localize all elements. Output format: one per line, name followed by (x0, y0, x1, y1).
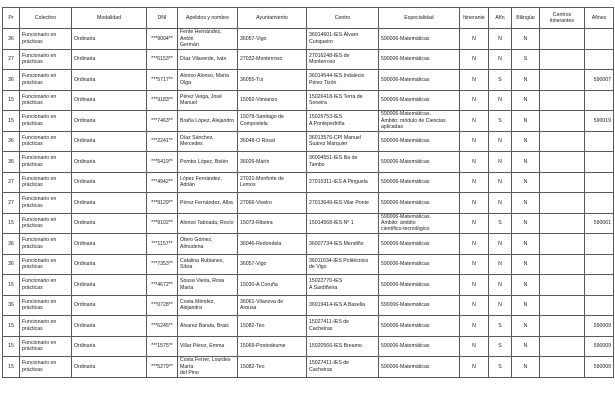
cell-apelidos-nombre: Villar Pérez, Emma (178, 336, 238, 357)
table-row (3, 131, 614, 152)
cell-dni: ***5419** (147, 152, 178, 173)
cell-centro: 36014544-IES Indalecio Pérez Tizón (307, 70, 379, 91)
cell-itinerante: N (460, 316, 489, 337)
cell-pr: 15 (3, 316, 20, 337)
cell-centro: 36019414-IES A Basella (307, 295, 379, 316)
cell-especialidad: 590006-Matemáticas (379, 295, 460, 316)
cell-pr: 15 (3, 90, 20, 111)
cell-modalidad: Ordinaria (72, 193, 147, 214)
cell-itinerante: N (460, 49, 489, 70)
header-especialidad: Especialidad (379, 8, 460, 29)
cell-itinerante: N (460, 213, 489, 234)
cell-dni: ***1575** (147, 336, 178, 357)
cell-pr: 36 (3, 70, 20, 91)
cell-centro: 27015311-IES A Pinguela (307, 172, 379, 193)
cell-centros-itinerantes (540, 316, 585, 337)
cell-itinerante: N (460, 275, 489, 296)
cell-centro: 15020566-IES Breamo (307, 336, 379, 357)
cell-ayuntamiento: 36026-Marín (238, 152, 307, 173)
cell-afines: 590009 (585, 316, 614, 337)
cell-afin: N (489, 234, 512, 255)
cell-itinerante: N (460, 90, 489, 111)
cell-ayuntamiento: 15092-Vimianzo (238, 90, 307, 111)
cell-centros-itinerantes (540, 49, 585, 70)
table-row (3, 336, 614, 357)
cell-bilingue: N (512, 357, 540, 378)
cell-colectivo: Funcionario en prácticas (20, 131, 72, 152)
cell-colectivo: Funcionario en prácticas (20, 111, 72, 132)
cell-afin: S (489, 316, 512, 337)
cell-itinerante: N (460, 70, 489, 91)
cell-pr: 15 (3, 213, 20, 234)
cell-centros-itinerantes (540, 152, 585, 173)
cell-modalidad: Ordinaria (72, 172, 147, 193)
cell-centro: 15026753-IES A Pontepedriña (307, 111, 379, 132)
cell-dni: ***5717** (147, 70, 178, 91)
table-row (3, 254, 614, 275)
cell-centro: 27016248-IES de Monterroso (307, 49, 379, 70)
cell-apelidos-nombre: Catalina Rubianes, Silvia (178, 254, 238, 275)
cell-centros-itinerantes (540, 295, 585, 316)
cell-colectivo: Funcionario en prácticas (20, 336, 72, 357)
cell-modalidad: Ordinaria (72, 49, 147, 70)
cell-especialidad: 590006-Matemáticas (379, 316, 460, 337)
table-row (3, 234, 614, 255)
cell-especialidad: 590006-Matemáticas (379, 193, 460, 214)
cell-centro: 15027411-IES de Cacheiras (307, 357, 379, 378)
cell-afines (585, 131, 614, 152)
header-colectivo: Colectivo (20, 8, 72, 29)
cell-pr: 27 (3, 49, 20, 70)
table-body (3, 29, 614, 378)
cell-centro: 36013576-CPI Manuel Suárez Marquier (307, 131, 379, 152)
cell-apelidos-nombre: Otero Gómez, Almudena (178, 234, 238, 255)
cell-dni: ***4672** (147, 275, 178, 296)
cell-colectivo: Funcionario en prácticas (20, 275, 72, 296)
header-row (3, 8, 614, 29)
cell-apelidos-nombre: Díaz Vilaverde, Iván (178, 49, 238, 70)
cell-afines (585, 193, 614, 214)
cell-bilingue: N (512, 275, 540, 296)
cell-afin: S (489, 213, 512, 234)
cell-dni: ***2241** (147, 131, 178, 152)
table-row (3, 70, 614, 91)
cell-ayuntamiento: 36048-O Rosal (238, 131, 307, 152)
header-modalidad: Modalidad (72, 8, 147, 29)
cell-itinerante: N (460, 172, 489, 193)
cell-especialidad: 590006-Matemáticas (379, 131, 460, 152)
cell-especialidad: 590006-Matemáticas (379, 70, 460, 91)
cell-afin: S (489, 336, 512, 357)
cell-colectivo: Funcionario en prácticas (20, 90, 72, 111)
cell-centros-itinerantes (540, 29, 585, 50)
cell-afin: S (489, 111, 512, 132)
header-dni: DNI (147, 8, 178, 29)
cell-afin: S (489, 70, 512, 91)
cell-modalidad: Ordinaria (72, 152, 147, 173)
cell-modalidad: Ordinaria (72, 213, 147, 234)
cell-especialidad: 590006-Matemáticas (379, 90, 460, 111)
cell-itinerante: N (460, 29, 489, 50)
cell-bilingue: N (512, 152, 540, 173)
cell-especialidad: 590006-Matemáticas (379, 172, 460, 193)
cell-ayuntamiento: 15030-A Coruña (238, 275, 307, 296)
cell-colectivo: Funcionario en prácticas (20, 295, 72, 316)
cell-centro: 36007734-IES Mendiño (307, 234, 379, 255)
header-bilingue: Bilingüe (512, 8, 540, 29)
cell-dni: ***7353** (147, 254, 178, 275)
cell-dni: ***4942** (147, 172, 178, 193)
table-row (3, 29, 614, 50)
cell-dni: ***9129** (147, 193, 178, 214)
table-row (3, 193, 614, 214)
header-afines: Afines (585, 8, 614, 29)
cell-centros-itinerantes (540, 193, 585, 214)
cell-modalidad: Ordinaria (72, 254, 147, 275)
cell-centro: 15014568-IES Nº 1 (307, 213, 379, 234)
cell-ayuntamiento: 27031-Monforte de Lemos (238, 172, 307, 193)
cell-ayuntamiento: 36046-Redondela (238, 234, 307, 255)
cell-especialidad: 590006-Matemáticas (379, 49, 460, 70)
cell-afines (585, 152, 614, 173)
cell-centros-itinerantes (540, 172, 585, 193)
cell-afin: S (489, 357, 512, 378)
cell-afin: N (489, 152, 512, 173)
cell-especialidad: 590006-Matemáticas (379, 357, 460, 378)
cell-afin: N (489, 275, 512, 296)
cell-modalidad: Ordinaria (72, 316, 147, 337)
cell-bilingue: N (512, 29, 540, 50)
cell-especialidad: 590006-Matemáticas (379, 275, 460, 296)
cell-pr: 36 (3, 234, 20, 255)
cell-apelidos-nombre: Sousa Vieira, Rosa María (178, 275, 238, 296)
cell-pr: 36 (3, 131, 20, 152)
header-pr: Pr (3, 8, 20, 29)
cell-apelidos-nombre: López Fernández, Adrián (178, 172, 238, 193)
table-row (3, 213, 614, 234)
cell-apelidos-nombre: Álvarez Barata, Brais (178, 316, 238, 337)
cell-afin: N (489, 131, 512, 152)
cell-ayuntamiento: 36057-Vigo (238, 29, 307, 50)
cell-ayuntamiento: 15082-Teo (238, 357, 307, 378)
cell-bilingue: N (512, 131, 540, 152)
cell-bilingue: N (512, 295, 540, 316)
cell-modalidad: Ordinaria (72, 336, 147, 357)
cell-bilingue: N (512, 234, 540, 255)
cell-colectivo: Funcionario en prácticas (20, 172, 72, 193)
table-row (3, 172, 614, 193)
cell-afines (585, 275, 614, 296)
cell-ayuntamiento: 15069-Pontedeume (238, 336, 307, 357)
cell-especialidad: 590006-Matemáticas (379, 234, 460, 255)
cell-centros-itinerantes (540, 234, 585, 255)
cell-afines: 590009 (585, 357, 614, 378)
cell-centro: 27013649-IES Vilar Ponte (307, 193, 379, 214)
cell-colectivo: Funcionario en prácticas (20, 316, 72, 337)
cell-ayuntamiento: 27066-Viveiro (238, 193, 307, 214)
cell-afin: N (489, 49, 512, 70)
cell-ayuntamiento: 27032-Monterroso (238, 49, 307, 70)
cell-especialidad: 590006-Matemáticas. Ámbito: módulo de Ciencias aplicadas (379, 111, 460, 132)
cell-itinerante: N (460, 336, 489, 357)
cell-afines (585, 90, 614, 111)
cell-ayuntamiento: 36055-Tui (238, 70, 307, 91)
cell-apelidos-nombre: Braña López, Alejandro (178, 111, 238, 132)
cell-modalidad: Ordinaria (72, 131, 147, 152)
cell-centros-itinerantes (540, 213, 585, 234)
cell-afin: N (489, 172, 512, 193)
table-row (3, 295, 614, 316)
cell-bilingue: N (512, 254, 540, 275)
header-apelidos-nombre: Apelidos y nombre (178, 8, 238, 29)
cell-centro: 36011634-IES Politécnico de Vigo (307, 254, 379, 275)
cell-especialidad: 590006-Matemáticas (379, 29, 460, 50)
table-row (3, 357, 614, 378)
cell-centro: 15022770-IES A Sardiñeira (307, 275, 379, 296)
cell-apelidos-nombre: Alonso Taboada, Rocío (178, 213, 238, 234)
cell-colectivo: Funcionario en prácticas (20, 29, 72, 50)
cell-itinerante: N (460, 131, 489, 152)
cell-itinerante: N (460, 193, 489, 214)
cell-dni: ***1157** (147, 234, 178, 255)
cell-dni: ***0728** (147, 295, 178, 316)
cell-modalidad: Ordinaria (72, 90, 147, 111)
cell-bilingue: N (512, 172, 540, 193)
cell-afin: N (489, 29, 512, 50)
cell-afines: 590019 (585, 111, 614, 132)
cell-modalidad: Ordinaria (72, 357, 147, 378)
cell-dni: ***6245** (147, 316, 178, 337)
cell-bilingue: N (512, 213, 540, 234)
cell-afines: 590009 (585, 336, 614, 357)
cell-dni: ***7463** (147, 111, 178, 132)
cell-colectivo: Funcionario en prácticas (20, 70, 72, 91)
cell-afin: N (489, 254, 512, 275)
cell-apelidos-nombre: Costa Méndez, Alejandra (178, 295, 238, 316)
cell-centros-itinerantes (540, 111, 585, 132)
cell-modalidad: Ordinaria (72, 234, 147, 255)
cell-centros-itinerantes (540, 90, 585, 111)
cell-modalidad: Ordinaria (72, 295, 147, 316)
cell-colectivo: Funcionario en prácticas (20, 254, 72, 275)
cell-centros-itinerantes (540, 131, 585, 152)
cell-afin: N (489, 295, 512, 316)
cell-centro: 36004551-IES Illa de Tambo (307, 152, 379, 173)
table-row (3, 49, 614, 70)
cell-pr: 36 (3, 29, 20, 50)
cell-centro: 15027411-IES de Cacheiras (307, 316, 379, 337)
cell-apelidos-nombre: Fente Hernández, Antón Germán (178, 29, 238, 50)
cell-dni: ***9102** (147, 213, 178, 234)
cell-pr: 27 (3, 193, 20, 214)
cell-afines (585, 234, 614, 255)
table-row (3, 111, 614, 132)
cell-bilingue: N (512, 193, 540, 214)
cell-modalidad: Ordinaria (72, 275, 147, 296)
cell-bilingue: N (512, 90, 540, 111)
cell-bilingue: N (512, 111, 540, 132)
cell-centros-itinerantes (540, 275, 585, 296)
cell-ayuntamiento: 15082-Teo (238, 316, 307, 337)
cell-centro: 15026418-IES Terra de Soneira (307, 90, 379, 111)
cell-especialidad: 590006-Matemáticas (379, 254, 460, 275)
cell-centros-itinerantes (540, 254, 585, 275)
cell-centro: 36014601-IES Álvaro Cunqueiro (307, 29, 379, 50)
cell-pr: 15 (3, 275, 20, 296)
cell-ayuntamiento: 15078-Santiago de Compostela (238, 111, 307, 132)
table-row (3, 152, 614, 173)
header-itinerante: Itinerante (460, 8, 489, 29)
table-row (3, 90, 614, 111)
cell-itinerante: N (460, 254, 489, 275)
cell-dni: ***6153** (147, 49, 178, 70)
cell-apelidos-nombre: Alonso Alonso, María Olga (178, 70, 238, 91)
cell-apelidos-nombre: Costa Ferrer, Lourdes María del Pino (178, 357, 238, 378)
cell-especialidad: 590006-Matemáticas. Ámbito: ámbito científico-tecnológico (379, 213, 460, 234)
cell-pr: 15 (3, 111, 20, 132)
cell-modalidad: Ordinaria (72, 29, 147, 50)
cell-afin: N (489, 193, 512, 214)
cell-bilingue: S (512, 49, 540, 70)
cell-bilingue: N (512, 70, 540, 91)
cell-pr: 27 (3, 172, 20, 193)
table-row (3, 275, 614, 296)
cell-pr: 15 (3, 336, 20, 357)
cell-pr: 36 (3, 254, 20, 275)
cell-itinerante: N (460, 295, 489, 316)
cell-apelidos-nombre: Pérez Fernández, Alba (178, 193, 238, 214)
cell-colectivo: Funcionario en prácticas (20, 213, 72, 234)
cell-centros-itinerantes (540, 70, 585, 91)
cell-afines (585, 295, 614, 316)
cell-apelidos-nombre: Díaz Sánchez, Mercedes (178, 131, 238, 152)
cell-colectivo: Funcionario en prácticas (20, 152, 72, 173)
cell-itinerante: N (460, 152, 489, 173)
cell-especialidad: 590006-Matemáticas (379, 152, 460, 173)
cell-colectivo: Funcionario en prácticas (20, 234, 72, 255)
cell-centros-itinerantes (540, 336, 585, 357)
cell-apelidos-nombre: Pombo López, Belén (178, 152, 238, 173)
cell-colectivo: Funcionario en prácticas (20, 193, 72, 214)
cell-afin: N (489, 90, 512, 111)
cell-pr: 36 (3, 152, 20, 173)
cell-ayuntamiento: 36061-Vilanova de Arousa (238, 295, 307, 316)
cell-ayuntamiento: 36057-Vigo (238, 254, 307, 275)
cell-centros-itinerantes (540, 357, 585, 378)
cell-modalidad: Ordinaria (72, 70, 147, 91)
cell-afines (585, 29, 614, 50)
cell-colectivo: Funcionario en prácticas (20, 357, 72, 378)
cell-colectivo: Funcionario en prácticas (20, 49, 72, 70)
header-centros-itinerantes: Centros itinerantes (540, 8, 585, 29)
cell-itinerante: N (460, 111, 489, 132)
cell-dni: ***9004** (147, 29, 178, 50)
table-row (3, 316, 614, 337)
cell-bilingue: N (512, 316, 540, 337)
cell-ayuntamiento: 15073-Ribeira (238, 213, 307, 234)
header-afin: Afín (489, 8, 512, 29)
cell-itinerante: N (460, 357, 489, 378)
cell-afines (585, 49, 614, 70)
header-ayuntamiento: Ayuntamiento (238, 8, 307, 29)
cell-pr: 36 (3, 295, 20, 316)
cell-bilingue: N (512, 336, 540, 357)
cell-itinerante: N (460, 234, 489, 255)
cell-dni: ***9183** (147, 90, 178, 111)
cell-modalidad: Ordinaria (72, 111, 147, 132)
cell-apelidos-nombre: Pérez Veiga, José Manuel (178, 90, 238, 111)
cell-afines: 590007 (585, 70, 614, 91)
cell-especialidad: 590006-Matemáticas (379, 336, 460, 357)
cell-afines (585, 254, 614, 275)
cell-pr: 15 (3, 357, 20, 378)
cell-afines: 590061 (585, 213, 614, 234)
header-centro: Centro (307, 8, 379, 29)
assignments-table (2, 7, 614, 378)
cell-dni: ***5279** (147, 357, 178, 378)
cell-afines (585, 172, 614, 193)
